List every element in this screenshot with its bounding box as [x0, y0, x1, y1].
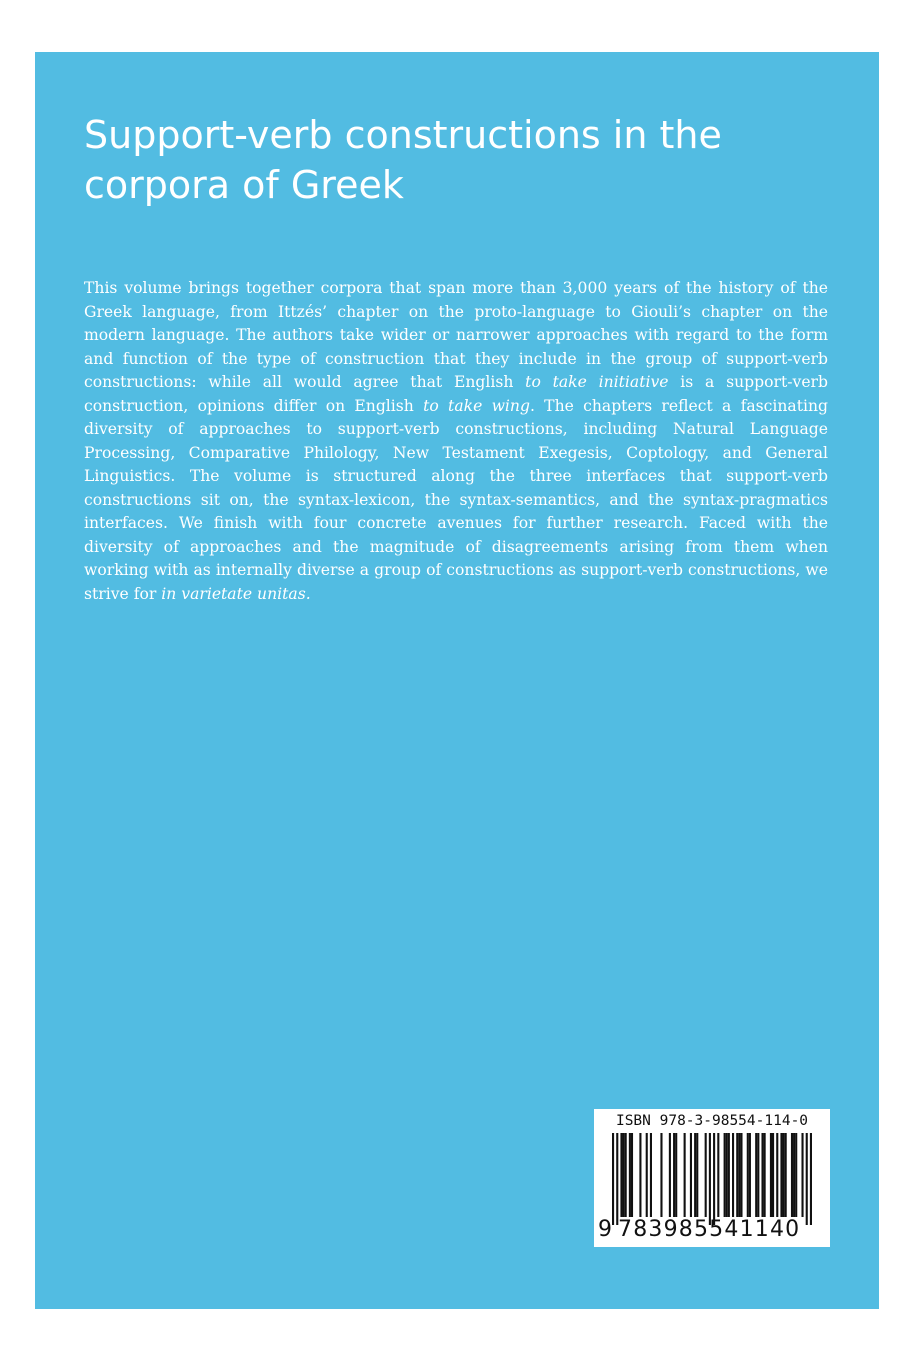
- barcode-bar: [740, 1133, 742, 1217]
- barcode-icon: [612, 1133, 812, 1225]
- back-cover: [35, 52, 879, 1309]
- barcode-bar: [783, 1133, 785, 1217]
- barcode-bar: [785, 1133, 787, 1217]
- barcode-bar: [675, 1133, 677, 1217]
- blurb-italic-3: in varietate unitas.: [161, 584, 311, 603]
- barcode-bar: [776, 1133, 778, 1217]
- barcode-bar: [736, 1133, 738, 1217]
- barcode-bar: [694, 1133, 696, 1217]
- barcode-bar: [660, 1133, 662, 1217]
- barcode-bar: [764, 1133, 766, 1217]
- barcode-bar: [757, 1133, 759, 1217]
- barcode-bar: [639, 1133, 641, 1217]
- barcode-bar: [631, 1133, 633, 1217]
- barcode-bar: [795, 1133, 797, 1217]
- barcode-bar: [728, 1133, 730, 1217]
- barcode-bar: [732, 1133, 734, 1217]
- blurb-italic-1: to take initiative: [525, 373, 669, 391]
- blurb-italic-2: to take wing: [423, 396, 530, 415]
- ean-first-digit: 9: [598, 1217, 612, 1242]
- isbn-label: ISBN 978-3-98554-114-0: [615, 1113, 809, 1129]
- barcode-bar: [747, 1133, 749, 1217]
- barcode-bar: [625, 1133, 627, 1217]
- blurb-text-1: This volume brings together corpora that span more than 3,000 years of the history of the Greek language, from Ittzés’ chapter on the proto-language to Giouli’s chapter on the modern language. The authors take wider or narrower approaches with regard to the form and function of the type of construction that they include in the group of support-verb constructions: while all would agree that English: [84, 279, 828, 391]
- barcode-bar: [738, 1133, 740, 1217]
- barcode-bar: [793, 1133, 795, 1217]
- barcode-bar: [684, 1133, 686, 1217]
- barcode-bar: [612, 1133, 614, 1225]
- barcode-bar: [806, 1133, 808, 1225]
- barcode-bar: [713, 1133, 715, 1225]
- ean-digits: [594, 1217, 830, 1245]
- book-title: Support-verb constructions in the corpora of Greek: [84, 113, 722, 207]
- barcode-bar: [705, 1133, 707, 1217]
- barcode-bar: [669, 1133, 671, 1217]
- barcode-bar: [717, 1133, 719, 1217]
- book-blurb: [84, 277, 828, 606]
- barcode-bar: [810, 1133, 812, 1225]
- barcode-bar: [709, 1133, 711, 1225]
- ean-remaining-digits: 783985541140: [618, 1217, 801, 1242]
- barcode-bar: [616, 1133, 618, 1225]
- barcode-bar: [791, 1133, 793, 1217]
- barcode-bar: [620, 1133, 622, 1217]
- barcode-bar: [724, 1133, 726, 1217]
- barcode-bar: [673, 1133, 675, 1217]
- barcode-bar: [690, 1133, 692, 1217]
- barcode-bar: [629, 1133, 631, 1217]
- barcode-bar: [780, 1133, 782, 1217]
- barcode-bar: [755, 1133, 757, 1217]
- barcode-bar: [770, 1133, 772, 1217]
- barcode-bar: [749, 1133, 751, 1217]
- barcode-bar: [761, 1133, 763, 1217]
- barcode-bar: [650, 1133, 652, 1217]
- blurb-text-3: . The chapters reflect a fascinating diversity of approaches to support-verb constructions, including Natural Language Processing, Comparative Philology, New Testament Exegesis, Coptology, and General Linguistics. The volume is structured along the three interfaces that support-verb constructions sit on, the syntax-lexicon, the syntax-semantics, and the syntax-pragmatics interfaces. We finish with four concrete avenues for further research. Faced with the diversity of approaches and the magnitude of disagreements arising from them when working with as internally diverse a group of constructions as support-verb constructions, we strive for: [84, 396, 828, 603]
- barcode-bar: [696, 1133, 698, 1217]
- barcode-bar: [646, 1133, 648, 1217]
- isbn-barcode-panel: [594, 1109, 830, 1247]
- barcode-bar: [726, 1133, 728, 1217]
- barcode-bar: [772, 1133, 774, 1217]
- barcode-bar: [801, 1133, 803, 1217]
- barcode-bar: [623, 1133, 625, 1217]
- blurb-text-2: is a support-verb construction, opinions differ on English: [84, 373, 828, 415]
